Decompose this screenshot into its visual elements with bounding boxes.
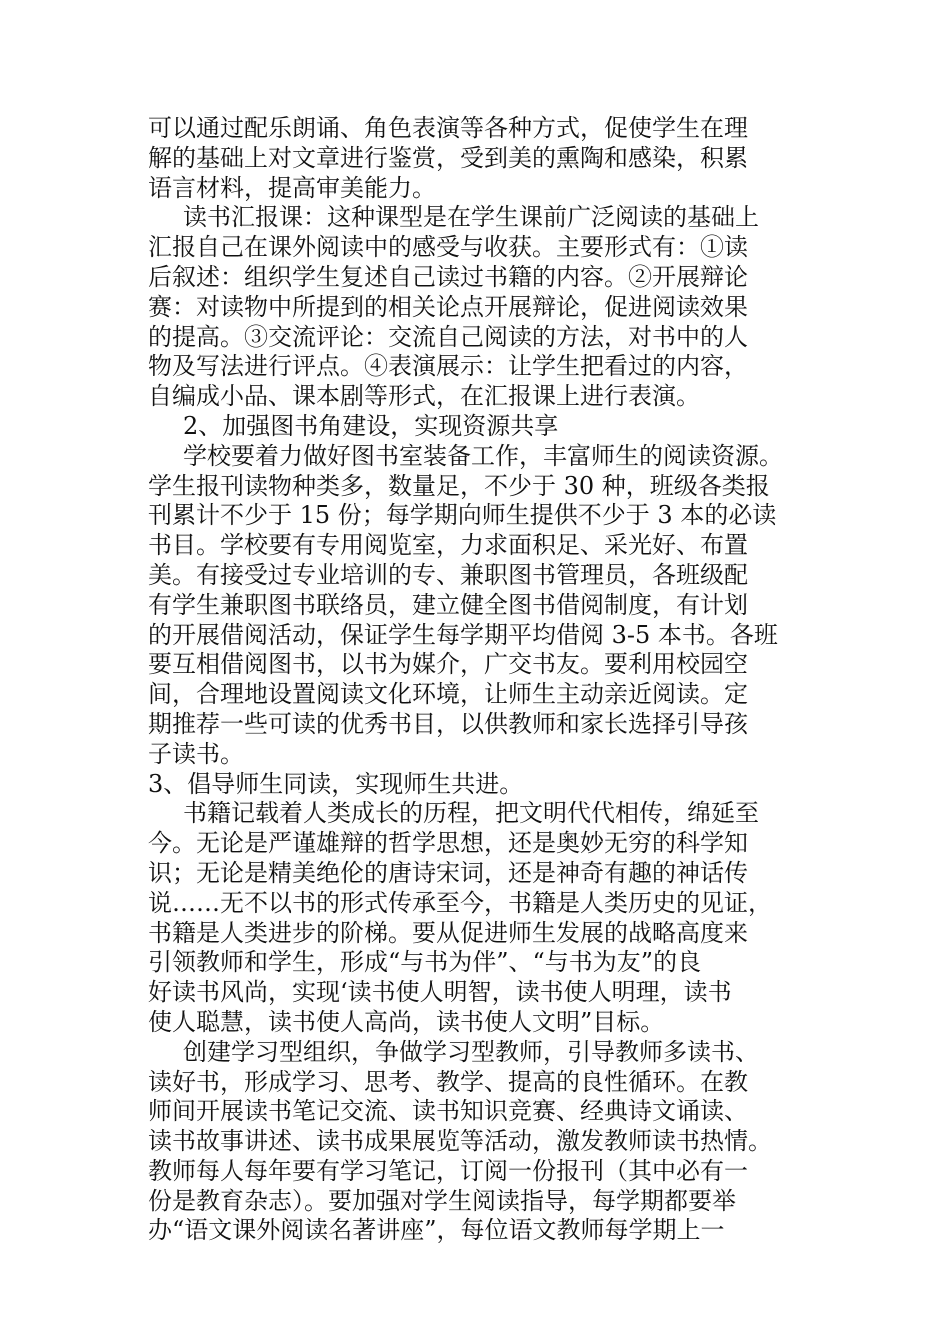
text-line: 汇报自己在课外阅读中的感受与收获。主要形式有：①读 <box>148 233 748 262</box>
text-line: 有学生兼职图书联络员，建立健全图书借阅制度，有计划 <box>148 590 748 619</box>
text-line: 办“语文课外阅读名著讲座”，每位语文教师每学期上一 <box>148 1216 725 1245</box>
text-line: 可以通过配乐朗诵、角色表演等各种方式，促使学生在理 <box>148 114 748 142</box>
text-line: 刊累计不少于 15 份；每学期向师生提供不少于 3 本的必读 <box>148 501 777 530</box>
text-line: 今。无论是严谨雄辩的哲学思想，还是奥妙无穷的科学知 <box>148 829 748 858</box>
text-line: 赛：对读物中所提到的相关论点开展辩论，促进阅读效果 <box>148 292 748 321</box>
text-line: 教师每人每年要有学习笔记，订阅一份报刊（其中必有一 <box>148 1156 748 1185</box>
text-line: 2、加强图书角建设，实现资源共享 <box>183 411 559 440</box>
text-line: 读书故事讲述、读书成果展览等活动，激发教师读书热情。 <box>148 1127 772 1156</box>
text-line: 创建学习型组织，争做学习型教师，引导教师多读书、 <box>183 1037 759 1066</box>
text-line: 解的基础上对文章进行鉴赏，受到美的熏陶和感染，积累 <box>148 143 748 172</box>
text-line: 学生报刊读物种类多，数量足，不少于 30 种，班级各类报 <box>148 471 770 500</box>
text-line: 师间开展读书笔记交流、读书知识竞赛、经典诗文诵读、 <box>148 1097 748 1126</box>
text-line: 书籍记载着人类成长的历程，把文明代代相传，绵延至 <box>183 799 759 828</box>
text-line: 使人聪慧，读书使人高尚，读书使人文明”目标。 <box>148 1007 665 1036</box>
text-line: 后叙述：组织学生复述自己读过书籍的内容。②开展辩论 <box>148 262 748 291</box>
text-line: 要互相借阅图书，以书为媒介，广交书友。要利用校园空 <box>148 650 748 679</box>
text-line: 间，合理地设置阅读文化环境，让师生主动亲近阅读。定 <box>148 680 748 709</box>
text-line: 美。有接受过专业培训的专、兼职图书管理员，各班级配 <box>148 560 748 589</box>
text-line: 好读书风尚，实现‘读书使人明智，读书使人明理，读书 <box>148 978 732 1007</box>
text-line: 读好书，形成学习、思考、教学、提高的良性循环。在教 <box>148 1067 748 1096</box>
text-line: 的提高。③交流评论：交流自己阅读的方法，对书中的人 <box>148 322 748 351</box>
text-line: 语言材料，提高审美能力。 <box>148 173 436 202</box>
text-line: 说……无不以书的形式传承至今，书籍是人类历史的见证， <box>148 888 772 917</box>
text-line: 子读书。 <box>148 739 244 768</box>
text-line: 份是教育杂志）。要加强对学生阅读指导，每学期都要举 <box>148 1186 736 1215</box>
document-body <box>148 114 828 1246</box>
text-line: 书目。学校要有专用阅览室，力求面积足、采光好、布置 <box>148 531 748 560</box>
text-line: 书籍是人类进步的阶梯。要从促进师生发展的战略高度来 <box>148 918 748 947</box>
text-line: 自编成小品、课本剧等形式，在汇报课上进行表演。 <box>148 382 700 411</box>
text-line: 识；无论是精美绝伦的唐诗宋词，还是神奇有趣的神话传 <box>148 858 748 887</box>
text-line: 的开展借阅活动，保证学生每学期平均借阅 3-5 本书。各班 <box>148 620 778 649</box>
text-line: 引领教师和学生，形成“与书为伴”、“与书为友”的良 <box>148 948 702 977</box>
text-line: 3、倡导师生同读，实现师生共进。 <box>148 769 524 798</box>
text-line: 物及写法进行评点。④表演展示：让学生把看过的内容， <box>148 352 748 381</box>
text-line: 学校要着力做好图书室装备工作，丰富师生的阅读资源。 <box>183 441 783 470</box>
text-line: 读书汇报课：这种课型是在学生课前广泛阅读的基础上 <box>183 203 759 232</box>
text-line: 期推荐一些可读的优秀书目，以供教师和家长选择引导孩 <box>148 709 748 738</box>
